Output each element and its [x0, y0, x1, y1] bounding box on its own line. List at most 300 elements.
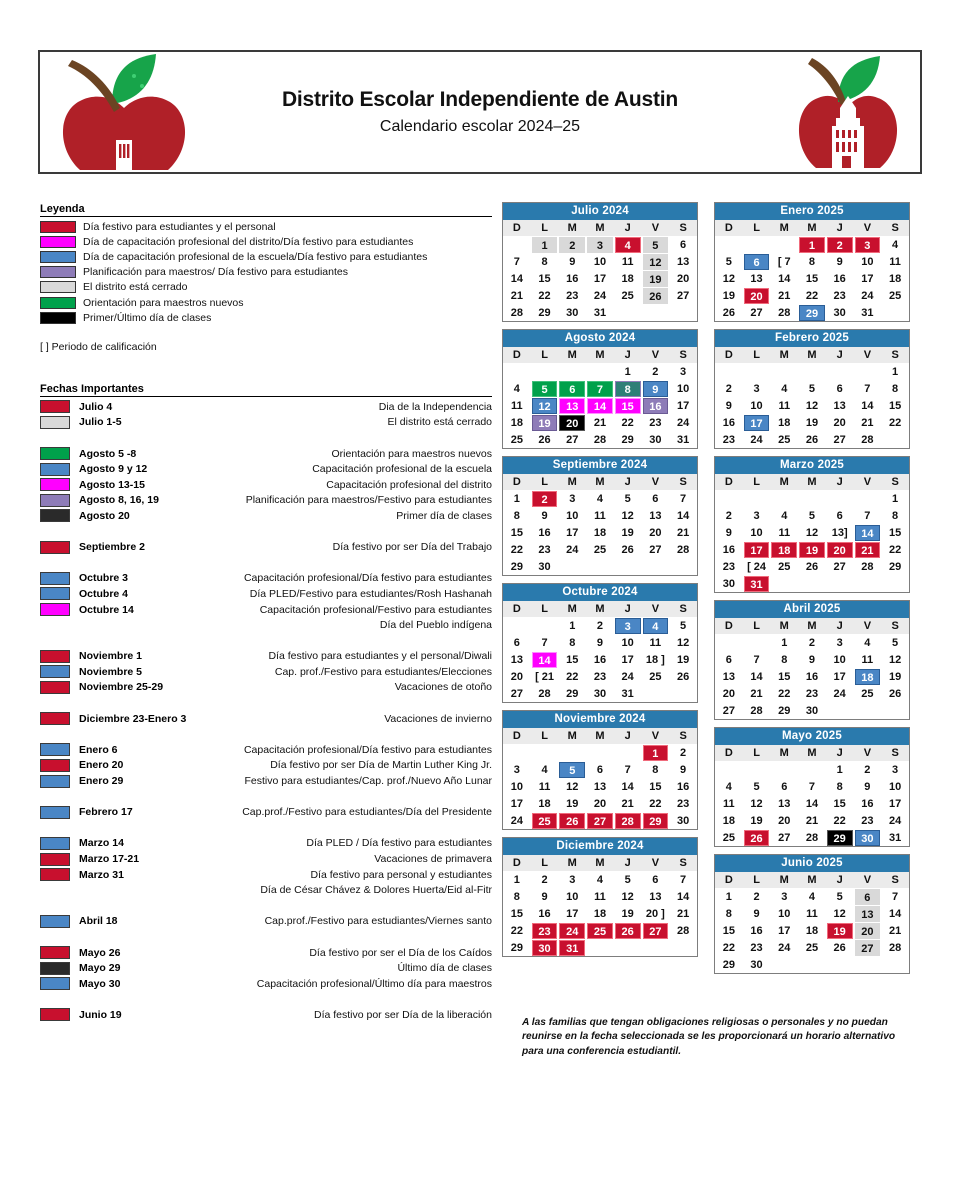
day-cell[interactable]: [715, 270, 743, 287]
day-cell[interactable]: [531, 287, 559, 304]
day-cell[interactable]: [854, 812, 882, 829]
day-cell[interactable]: [531, 922, 559, 939]
day-cell[interactable]: [642, 617, 670, 634]
day-cell[interactable]: [770, 829, 798, 846]
day-cell[interactable]: [743, 380, 771, 397]
day-cell[interactable]: [503, 761, 531, 778]
day-cell[interactable]: [614, 397, 642, 414]
day-cell[interactable]: [826, 304, 854, 321]
day-cell[interactable]: [614, 541, 642, 558]
day-cell[interactable]: [503, 253, 531, 270]
day-cell[interactable]: [826, 812, 854, 829]
day-cell[interactable]: [558, 380, 586, 397]
day-cell[interactable]: [715, 431, 743, 448]
day-cell[interactable]: [854, 778, 882, 795]
day-cell[interactable]: [854, 287, 882, 304]
day-cell[interactable]: [854, 888, 882, 905]
day-cell[interactable]: [715, 651, 743, 668]
day-cell[interactable]: [642, 541, 670, 558]
day-cell[interactable]: [826, 761, 854, 778]
day-cell[interactable]: [586, 685, 614, 702]
day-cell[interactable]: [798, 558, 826, 575]
day-cell[interactable]: [770, 922, 798, 939]
day-cell[interactable]: [669, 795, 697, 812]
day-cell[interactable]: [854, 541, 882, 558]
day-cell[interactable]: [614, 795, 642, 812]
day-cell[interactable]: [715, 812, 743, 829]
day-cell[interactable]: [642, 363, 670, 380]
day-cell[interactable]: [743, 541, 771, 558]
day-cell[interactable]: [743, 829, 771, 846]
day-cell[interactable]: [669, 253, 697, 270]
day-cell[interactable]: [642, 888, 670, 905]
day-cell[interactable]: [614, 270, 642, 287]
day-cell[interactable]: [854, 558, 882, 575]
day-cell[interactable]: [586, 541, 614, 558]
day-cell[interactable]: [503, 270, 531, 287]
day-cell[interactable]: [854, 431, 882, 448]
day-cell[interactable]: [586, 812, 614, 829]
day-cell[interactable]: [743, 939, 771, 956]
day-cell[interactable]: [798, 795, 826, 812]
day-cell[interactable]: [743, 812, 771, 829]
day-cell[interactable]: [558, 304, 586, 321]
day-cell[interactable]: [558, 490, 586, 507]
day-cell[interactable]: [770, 888, 798, 905]
day-cell[interactable]: [798, 541, 826, 558]
day-cell[interactable]: [715, 507, 743, 524]
day-cell[interactable]: [642, 524, 670, 541]
day-cell[interactable]: [558, 778, 586, 795]
day-cell[interactable]: [531, 668, 559, 685]
day-cell[interactable]: [770, 812, 798, 829]
day-cell[interactable]: [881, 922, 909, 939]
day-cell[interactable]: [881, 812, 909, 829]
day-cell[interactable]: [558, 414, 586, 431]
day-cell[interactable]: [531, 685, 559, 702]
day-cell[interactable]: [770, 668, 798, 685]
day-cell[interactable]: [586, 651, 614, 668]
day-cell[interactable]: [586, 507, 614, 524]
day-cell[interactable]: [586, 236, 614, 253]
day-cell[interactable]: [531, 761, 559, 778]
day-cell[interactable]: [586, 778, 614, 795]
day-cell[interactable]: [503, 414, 531, 431]
day-cell[interactable]: [715, 380, 743, 397]
day-cell[interactable]: [854, 634, 882, 651]
day-cell[interactable]: [854, 795, 882, 812]
day-cell[interactable]: [503, 287, 531, 304]
day-cell[interactable]: [826, 939, 854, 956]
day-cell[interactable]: [669, 617, 697, 634]
day-cell[interactable]: [642, 431, 670, 448]
day-cell[interactable]: [770, 541, 798, 558]
day-cell[interactable]: [531, 253, 559, 270]
day-cell[interactable]: [558, 812, 586, 829]
day-cell[interactable]: [715, 575, 743, 592]
day-cell[interactable]: [586, 287, 614, 304]
day-cell[interactable]: [770, 558, 798, 575]
day-cell[interactable]: [586, 270, 614, 287]
day-cell[interactable]: [715, 524, 743, 541]
day-cell[interactable]: [798, 270, 826, 287]
day-cell[interactable]: [531, 414, 559, 431]
day-cell[interactable]: [503, 795, 531, 812]
day-cell[interactable]: [503, 524, 531, 541]
day-cell[interactable]: [854, 253, 882, 270]
day-cell[interactable]: [715, 778, 743, 795]
day-cell[interactable]: [503, 871, 531, 888]
day-cell[interactable]: [798, 414, 826, 431]
day-cell[interactable]: [503, 812, 531, 829]
day-cell[interactable]: [531, 490, 559, 507]
day-cell[interactable]: [881, 236, 909, 253]
day-cell[interactable]: [586, 668, 614, 685]
day-cell[interactable]: [503, 507, 531, 524]
day-cell[interactable]: [881, 524, 909, 541]
day-cell[interactable]: [614, 634, 642, 651]
day-cell[interactable]: [669, 888, 697, 905]
day-cell[interactable]: [881, 287, 909, 304]
day-cell[interactable]: [826, 507, 854, 524]
day-cell[interactable]: [531, 812, 559, 829]
day-cell[interactable]: [503, 634, 531, 651]
day-cell[interactable]: [642, 236, 670, 253]
day-cell[interactable]: [715, 922, 743, 939]
day-cell[interactable]: [715, 685, 743, 702]
day-cell[interactable]: [531, 397, 559, 414]
day-cell[interactable]: [826, 922, 854, 939]
day-cell[interactable]: [586, 617, 614, 634]
day-cell[interactable]: [826, 829, 854, 846]
day-cell[interactable]: [531, 236, 559, 253]
day-cell[interactable]: [854, 304, 882, 321]
day-cell[interactable]: [770, 702, 798, 719]
day-cell[interactable]: [503, 888, 531, 905]
day-cell[interactable]: [715, 304, 743, 321]
day-cell[interactable]: [531, 270, 559, 287]
day-cell[interactable]: [614, 651, 642, 668]
day-cell[interactable]: [586, 490, 614, 507]
day-cell[interactable]: [614, 905, 642, 922]
day-cell[interactable]: [798, 888, 826, 905]
day-cell[interactable]: [558, 634, 586, 651]
day-cell[interactable]: [558, 922, 586, 939]
day-cell[interactable]: [826, 380, 854, 397]
day-cell[interactable]: [558, 397, 586, 414]
day-cell[interactable]: [642, 922, 670, 939]
day-cell[interactable]: [826, 651, 854, 668]
day-cell[interactable]: [770, 414, 798, 431]
day-cell[interactable]: [798, 634, 826, 651]
day-cell[interactable]: [669, 634, 697, 651]
day-cell[interactable]: [503, 558, 531, 575]
day-cell[interactable]: [669, 287, 697, 304]
day-cell[interactable]: [614, 363, 642, 380]
day-cell[interactable]: [743, 795, 771, 812]
day-cell[interactable]: [854, 668, 882, 685]
day-cell[interactable]: [743, 304, 771, 321]
day-cell[interactable]: [826, 397, 854, 414]
day-cell[interactable]: [558, 685, 586, 702]
day-cell[interactable]: [743, 414, 771, 431]
day-cell[interactable]: [826, 236, 854, 253]
day-cell[interactable]: [531, 558, 559, 575]
day-cell[interactable]: [669, 761, 697, 778]
day-cell[interactable]: [854, 380, 882, 397]
day-cell[interactable]: [642, 778, 670, 795]
day-cell[interactable]: [669, 778, 697, 795]
day-cell[interactable]: [826, 668, 854, 685]
day-cell[interactable]: [881, 363, 909, 380]
day-cell[interactable]: [743, 397, 771, 414]
day-cell[interactable]: [798, 702, 826, 719]
day-cell[interactable]: [798, 507, 826, 524]
day-cell[interactable]: [854, 829, 882, 846]
day-cell[interactable]: [531, 634, 559, 651]
day-cell[interactable]: [854, 651, 882, 668]
day-cell[interactable]: [558, 939, 586, 956]
day-cell[interactable]: [558, 651, 586, 668]
day-cell[interactable]: [531, 651, 559, 668]
day-cell[interactable]: [854, 236, 882, 253]
day-cell[interactable]: [798, 236, 826, 253]
day-cell[interactable]: [826, 778, 854, 795]
day-cell[interactable]: [531, 431, 559, 448]
day-cell[interactable]: [715, 541, 743, 558]
day-cell[interactable]: [715, 829, 743, 846]
day-cell[interactable]: [798, 668, 826, 685]
day-cell[interactable]: [743, 888, 771, 905]
day-cell[interactable]: [743, 905, 771, 922]
day-cell[interactable]: [770, 795, 798, 812]
day-cell[interactable]: [642, 287, 670, 304]
day-cell[interactable]: [503, 905, 531, 922]
day-cell[interactable]: [881, 761, 909, 778]
day-cell[interactable]: [614, 871, 642, 888]
day-cell[interactable]: [614, 414, 642, 431]
day-cell[interactable]: [881, 795, 909, 812]
day-cell[interactable]: [614, 236, 642, 253]
day-cell[interactable]: [881, 888, 909, 905]
day-cell[interactable]: [826, 524, 854, 541]
day-cell[interactable]: [642, 397, 670, 414]
day-cell[interactable]: [743, 702, 771, 719]
day-cell[interactable]: [669, 905, 697, 922]
day-cell[interactable]: [503, 939, 531, 956]
day-cell[interactable]: [826, 253, 854, 270]
day-cell[interactable]: [503, 922, 531, 939]
day-cell[interactable]: [503, 778, 531, 795]
day-cell[interactable]: [614, 778, 642, 795]
day-cell[interactable]: [669, 524, 697, 541]
day-cell[interactable]: [798, 304, 826, 321]
day-cell[interactable]: [770, 905, 798, 922]
day-cell[interactable]: [614, 507, 642, 524]
day-cell[interactable]: [558, 871, 586, 888]
day-cell[interactable]: [614, 380, 642, 397]
day-cell[interactable]: [770, 304, 798, 321]
day-cell[interactable]: [614, 668, 642, 685]
day-cell[interactable]: [854, 397, 882, 414]
day-cell[interactable]: [854, 414, 882, 431]
day-cell[interactable]: [503, 431, 531, 448]
day-cell[interactable]: [531, 795, 559, 812]
day-cell[interactable]: [826, 685, 854, 702]
day-cell[interactable]: [770, 507, 798, 524]
day-cell[interactable]: [669, 414, 697, 431]
day-cell[interactable]: [881, 507, 909, 524]
day-cell[interactable]: [669, 490, 697, 507]
day-cell[interactable]: [798, 778, 826, 795]
day-cell[interactable]: [503, 541, 531, 558]
day-cell[interactable]: [881, 490, 909, 507]
day-cell[interactable]: [503, 304, 531, 321]
day-cell[interactable]: [614, 490, 642, 507]
day-cell[interactable]: [743, 431, 771, 448]
day-cell[interactable]: [531, 507, 559, 524]
day-cell[interactable]: [586, 414, 614, 431]
day-cell[interactable]: [531, 888, 559, 905]
day-cell[interactable]: [854, 939, 882, 956]
day-cell[interactable]: [558, 431, 586, 448]
day-cell[interactable]: [798, 922, 826, 939]
day-cell[interactable]: [558, 253, 586, 270]
day-cell[interactable]: [881, 634, 909, 651]
day-cell[interactable]: [715, 668, 743, 685]
day-cell[interactable]: [881, 905, 909, 922]
day-cell[interactable]: [669, 397, 697, 414]
day-cell[interactable]: [715, 888, 743, 905]
day-cell[interactable]: [743, 651, 771, 668]
day-cell[interactable]: [854, 761, 882, 778]
day-cell[interactable]: [854, 524, 882, 541]
day-cell[interactable]: [586, 905, 614, 922]
day-cell[interactable]: [770, 397, 798, 414]
day-cell[interactable]: [586, 634, 614, 651]
day-cell[interactable]: [531, 905, 559, 922]
day-cell[interactable]: [826, 431, 854, 448]
day-cell[interactable]: [881, 668, 909, 685]
day-cell[interactable]: [798, 253, 826, 270]
day-cell[interactable]: [642, 380, 670, 397]
day-cell[interactable]: [669, 431, 697, 448]
day-cell[interactable]: [614, 287, 642, 304]
day-cell[interactable]: [770, 634, 798, 651]
day-cell[interactable]: [503, 651, 531, 668]
day-cell[interactable]: [881, 829, 909, 846]
day-cell[interactable]: [881, 778, 909, 795]
day-cell[interactable]: [743, 270, 771, 287]
day-cell[interactable]: [715, 558, 743, 575]
day-cell[interactable]: [558, 905, 586, 922]
day-cell[interactable]: [669, 236, 697, 253]
day-cell[interactable]: [614, 922, 642, 939]
day-cell[interactable]: [669, 744, 697, 761]
day-cell[interactable]: [798, 905, 826, 922]
day-cell[interactable]: [826, 541, 854, 558]
day-cell[interactable]: [881, 558, 909, 575]
day-cell[interactable]: [642, 507, 670, 524]
day-cell[interactable]: [715, 956, 743, 973]
day-cell[interactable]: [770, 380, 798, 397]
day-cell[interactable]: [531, 524, 559, 541]
day-cell[interactable]: [826, 558, 854, 575]
day-cell[interactable]: [770, 270, 798, 287]
day-cell[interactable]: [669, 922, 697, 939]
day-cell[interactable]: [770, 939, 798, 956]
day-cell[interactable]: [642, 905, 670, 922]
day-cell[interactable]: [558, 617, 586, 634]
day-cell[interactable]: [503, 685, 531, 702]
day-cell[interactable]: [614, 431, 642, 448]
day-cell[interactable]: [586, 524, 614, 541]
day-cell[interactable]: [586, 380, 614, 397]
day-cell[interactable]: [642, 795, 670, 812]
day-cell[interactable]: [826, 634, 854, 651]
day-cell[interactable]: [826, 795, 854, 812]
day-cell[interactable]: [531, 380, 559, 397]
day-cell[interactable]: [743, 253, 771, 270]
day-cell[interactable]: [642, 761, 670, 778]
day-cell[interactable]: [770, 431, 798, 448]
day-cell[interactable]: [531, 939, 559, 956]
day-cell[interactable]: [826, 287, 854, 304]
day-cell[interactable]: [826, 414, 854, 431]
day-cell[interactable]: [770, 524, 798, 541]
day-cell[interactable]: [770, 685, 798, 702]
day-cell[interactable]: [669, 812, 697, 829]
day-cell[interactable]: [669, 668, 697, 685]
day-cell[interactable]: [503, 397, 531, 414]
day-cell[interactable]: [881, 380, 909, 397]
day-cell[interactable]: [770, 287, 798, 304]
day-cell[interactable]: [798, 397, 826, 414]
day-cell[interactable]: [743, 558, 771, 575]
day-cell[interactable]: [558, 761, 586, 778]
day-cell[interactable]: [743, 287, 771, 304]
day-cell[interactable]: [586, 253, 614, 270]
day-cell[interactable]: [798, 812, 826, 829]
day-cell[interactable]: [642, 812, 670, 829]
day-cell[interactable]: [715, 253, 743, 270]
day-cell[interactable]: [743, 685, 771, 702]
day-cell[interactable]: [586, 397, 614, 414]
day-cell[interactable]: [743, 922, 771, 939]
day-cell[interactable]: [642, 270, 670, 287]
day-cell[interactable]: [669, 651, 697, 668]
day-cell[interactable]: [614, 685, 642, 702]
day-cell[interactable]: [715, 905, 743, 922]
day-cell[interactable]: [854, 507, 882, 524]
day-cell[interactable]: [669, 507, 697, 524]
day-cell[interactable]: [798, 431, 826, 448]
day-cell[interactable]: [826, 888, 854, 905]
day-cell[interactable]: [586, 431, 614, 448]
day-cell[interactable]: [531, 304, 559, 321]
day-cell[interactable]: [586, 761, 614, 778]
day-cell[interactable]: [715, 397, 743, 414]
day-cell[interactable]: [558, 236, 586, 253]
day-cell[interactable]: [642, 744, 670, 761]
day-cell[interactable]: [642, 253, 670, 270]
day-cell[interactable]: [798, 829, 826, 846]
day-cell[interactable]: [881, 270, 909, 287]
day-cell[interactable]: [642, 490, 670, 507]
day-cell[interactable]: [798, 287, 826, 304]
day-cell[interactable]: [531, 541, 559, 558]
day-cell[interactable]: [614, 253, 642, 270]
